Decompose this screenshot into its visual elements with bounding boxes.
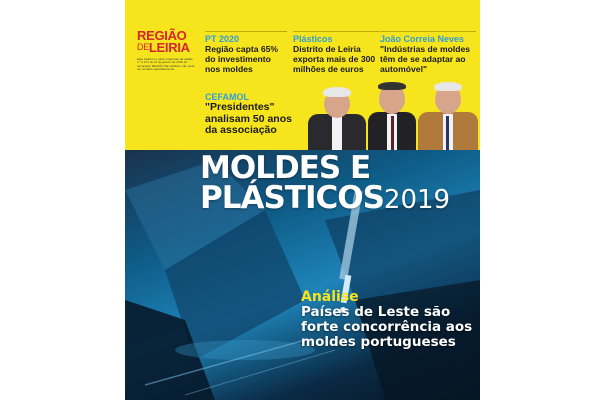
headline-year: 2019 (383, 185, 451, 215)
person-right (418, 82, 478, 150)
cover-headline (200, 150, 480, 216)
masthead-name-line1: REGIÃO (137, 28, 187, 43)
teaser-kicker: PT 2020 (205, 31, 287, 44)
masthead-fine-print: Este caderno é parte integrante da edição n.º 4.271 de 21 de janeiro de 2019 do semanário REGIÃO DE LEIRIA e não pode ser vendido separadamente (137, 56, 195, 72)
feature-analysis[interactable] (301, 290, 479, 350)
teaser-joao-correia-neves[interactable] (380, 31, 476, 74)
masthead-name-line2 (137, 42, 197, 54)
top-band (125, 0, 480, 150)
teaser-plasticos[interactable] (293, 31, 379, 74)
headline-line1: MOLDES E (200, 150, 371, 186)
masthead-logo (137, 30, 197, 72)
teaser-kicker: CEFAMOL (205, 92, 249, 102)
teaser-pt2020[interactable] (205, 31, 287, 74)
masthead-name-main: LEIRIA (148, 40, 190, 56)
teaser-kicker: Plásticos (293, 31, 379, 44)
person-middle (366, 82, 418, 150)
person-left (308, 82, 366, 150)
presidents-photo (308, 82, 478, 150)
teaser-text: Distrito de Leiria exporta mais de 300 milhões de euros (293, 44, 376, 74)
cover-image-area (125, 150, 480, 400)
feature-kicker: Análise (301, 289, 359, 305)
teaser-kicker: João Correia Neves (380, 31, 476, 44)
teaser-text: "Presidentes" analisam 50 anos da associação (205, 101, 292, 136)
teaser-cefamol[interactable] (205, 90, 305, 137)
teaser-text: Região capta 65% do investimento nos moldes (205, 44, 279, 74)
teaser-text: "Indústrias de moldes têm de se adaptar ao automóvel" (380, 44, 471, 74)
headline-line2: PLÁSTICOS (200, 180, 384, 216)
magazine-cover (125, 0, 480, 400)
feature-title: Países de Leste são forte concorrência aos moldes portugueses (301, 304, 473, 350)
masthead-name-prefix: DE (137, 42, 149, 53)
